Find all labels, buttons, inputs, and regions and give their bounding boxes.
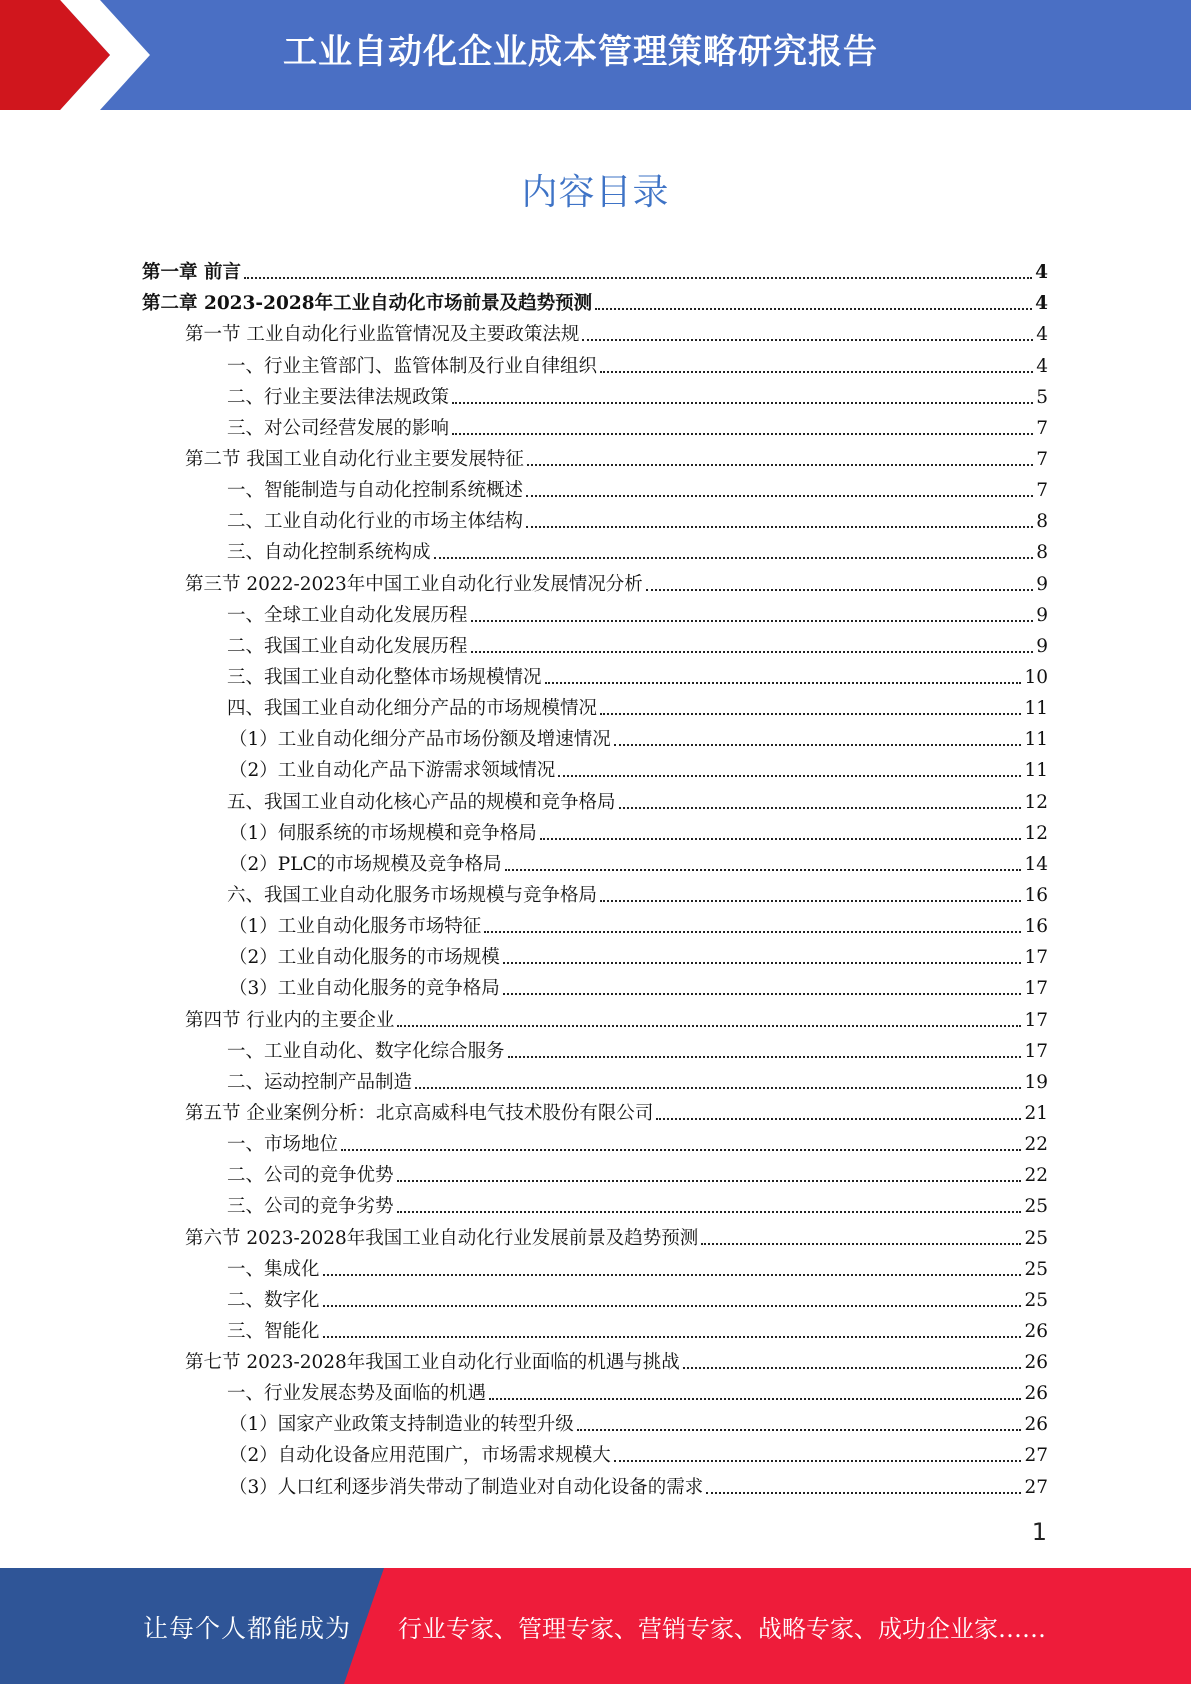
toc-entry-label: 一、行业主管部门、监管体制及行业自律组织 — [227, 355, 598, 377]
toc-entry-page: 17 — [1024, 1040, 1048, 1062]
toc-entry[interactable] — [142, 659, 1048, 690]
toc-entry[interactable] — [142, 1406, 1048, 1437]
toc-dot-leader — [397, 1180, 1022, 1182]
toc-entry-page: 22 — [1024, 1165, 1048, 1187]
toc-dot-leader — [614, 744, 1022, 746]
footer-slogan-left: 让每个人都能成为 — [143, 1614, 352, 1643]
toc-entry[interactable] — [142, 534, 1048, 565]
toc-dot-leader — [489, 1398, 1021, 1400]
toc-entry-label: 一、全球工业自动化发展历程 — [227, 604, 468, 626]
toc-dot-leader — [503, 962, 1022, 964]
toc-entry-label: 二、公司的竞争优势 — [227, 1165, 394, 1187]
toc-dot-leader — [323, 1274, 1022, 1276]
toc-entry-label: （1）国家产业政策支持制造业的转型升级 — [229, 1414, 574, 1436]
toc-entry-label: （2）工业自动化服务的市场规模 — [229, 947, 500, 969]
toc-dot-leader — [341, 1149, 1021, 1151]
toc-dot-leader — [323, 1336, 1022, 1338]
toc-entry-label: 三、公司的竞争劣势 — [227, 1196, 394, 1218]
toc-entry[interactable] — [142, 379, 1048, 410]
toc-entry-page: 22 — [1024, 1134, 1048, 1156]
toc-entry[interactable] — [142, 347, 1048, 378]
toc-entry-label: 二、数字化 — [227, 1289, 320, 1311]
toc-dot-leader — [526, 495, 1033, 497]
toc-entry-label: （1）伺服系统的市场规模和竞争格局 — [229, 822, 537, 844]
toc-entry-label: 三、对公司经营发展的影响 — [227, 417, 450, 439]
toc-entry-page: 26 — [1024, 1383, 1048, 1405]
toc-entry[interactable] — [142, 472, 1048, 503]
toc-entry-page: 12 — [1024, 791, 1048, 813]
toc-dot-leader — [527, 464, 1033, 466]
toc-entry-page: 4 — [1035, 262, 1048, 284]
toc-dot-leader — [540, 838, 1022, 840]
toc-entry-page: 7 — [1036, 417, 1048, 439]
toc-entry-page: 9 — [1036, 573, 1048, 595]
toc-dot-leader — [595, 308, 1032, 310]
footer-slogan-right: 行业专家、管理专家、营销专家、战略专家、成功企业家…… — [398, 1615, 1046, 1643]
toc-entry-label: 二、工业自动化行业的市场主体结构 — [227, 511, 524, 533]
toc-entry-label: 三、自动化控制系统构成 — [227, 542, 431, 564]
toc-entry-page: 17 — [1024, 947, 1048, 969]
toc-entry-page: 7 — [1036, 480, 1048, 502]
toc-dot-leader — [434, 557, 1034, 559]
toc-dot-leader — [646, 589, 1033, 591]
page-number: 1 — [1031, 1518, 1047, 1546]
toc-entry[interactable] — [142, 783, 1048, 814]
toc-entry-label: （2）工业自动化产品下游需求领域情况 — [229, 760, 556, 782]
toc-entry-page: 27 — [1024, 1445, 1048, 1467]
toc-dot-leader — [323, 1305, 1022, 1307]
toc-entry-label: 二、我国工业自动化发展历程 — [227, 635, 468, 657]
toc-entry[interactable] — [142, 690, 1048, 721]
toc-entry-page: 16 — [1024, 884, 1048, 906]
toc-entry-page: 8 — [1036, 542, 1048, 564]
toc-dot-leader — [397, 1025, 1021, 1027]
report-title: 工业自动化企业成本管理策略研究报告 — [283, 32, 878, 72]
toc-entry-page: 12 — [1024, 822, 1048, 844]
toc-entry-page: 4 — [1036, 355, 1048, 377]
toc-dot-leader — [614, 1460, 1022, 1462]
toc-entry-label: 一、工业自动化、数字化综合服务 — [227, 1040, 505, 1062]
toc-entry-label: 第七节 2023-2028年我国工业自动化行业面临的机遇与挑战 — [185, 1352, 680, 1374]
toc-dot-leader — [558, 775, 1021, 777]
toc-entry[interactable] — [142, 316, 1048, 347]
toc-entry-page: 17 — [1024, 978, 1048, 1000]
toc-entry-label: 第二节 我国工业自动化行业主要发展特征 — [185, 448, 524, 470]
toc-entry[interactable] — [142, 628, 1048, 659]
toc-entry-page: 27 — [1024, 1476, 1048, 1498]
toc-dot-leader — [452, 433, 1033, 435]
toc-entry-page: 11 — [1024, 698, 1048, 720]
toc-dot-leader — [397, 1211, 1022, 1213]
toc-dot-leader — [545, 682, 1022, 684]
toc-entry-page: 9 — [1036, 604, 1048, 626]
toc-dot-leader — [701, 1243, 1021, 1245]
toc-entry[interactable] — [142, 597, 1048, 628]
toc-entry-page: 26 — [1024, 1352, 1048, 1374]
toc-entry[interactable] — [142, 1313, 1048, 1344]
toc-entry-page: 11 — [1024, 760, 1048, 782]
toc-entry-label: 一、行业发展态势及面临的机遇 — [227, 1383, 487, 1405]
toc-entry[interactable] — [142, 565, 1048, 596]
toc-dot-leader — [600, 371, 1033, 373]
toc-entry-page: 16 — [1024, 916, 1048, 938]
toc-entry[interactable] — [142, 1188, 1048, 1219]
toc-entry-page: 25 — [1024, 1196, 1048, 1218]
header-banner — [0, 0, 1191, 110]
toc-entry-page: 17 — [1024, 1009, 1048, 1031]
toc-dot-leader — [582, 339, 1033, 341]
toc-entry[interactable] — [142, 1282, 1048, 1313]
toc-entry-label: 第四节 行业内的主要企业 — [185, 1009, 395, 1031]
toc-heading: 内容目录 — [521, 172, 670, 213]
table-of-contents — [142, 254, 1048, 1500]
toc-entry-label: 二、行业主要法律法规政策 — [227, 386, 450, 408]
toc-dot-leader — [526, 526, 1033, 528]
toc-entry-label: 第一节 工业自动化行业监管情况及主要政策法规 — [185, 324, 580, 346]
toc-dot-leader — [505, 869, 1022, 871]
toc-entry[interactable] — [142, 1033, 1048, 1064]
toc-dot-leader — [683, 1367, 1022, 1369]
toc-entry[interactable] — [142, 721, 1048, 752]
toc-entry[interactable] — [142, 503, 1048, 534]
toc-dot-leader — [600, 713, 1021, 715]
toc-entry[interactable] — [142, 1375, 1048, 1406]
toc-entry-label: 第五节 企业案例分析：北京高威科电气技术股份有限公司 — [185, 1102, 654, 1124]
toc-entry[interactable] — [142, 846, 1048, 877]
footer-banner — [0, 1568, 1191, 1684]
toc-entry-page: 26 — [1024, 1414, 1048, 1436]
toc-entry[interactable] — [142, 939, 1048, 970]
toc-entry[interactable] — [142, 1095, 1048, 1126]
toc-dot-leader — [471, 651, 1034, 653]
toc-entry-label: 六、我国工业自动化服务市场规模与竞争格局 — [227, 884, 598, 906]
toc-entry[interactable] — [142, 877, 1048, 908]
toc-entry-label: （2）PLC的市场规模及竞争格局 — [229, 853, 502, 875]
toc-entry-label: 三、我国工业自动化整体市场规模情况 — [227, 666, 542, 688]
toc-entry-page: 9 — [1036, 635, 1048, 657]
toc-entry-page: 5 — [1036, 386, 1048, 408]
toc-entry[interactable] — [142, 254, 1048, 285]
toc-entry-page: 4 — [1036, 324, 1048, 346]
toc-dot-leader — [656, 1118, 1021, 1120]
toc-entry[interactable] — [142, 285, 1048, 316]
toc-entry[interactable] — [142, 1001, 1048, 1032]
toc-dot-leader — [484, 931, 1021, 933]
toc-entry-label: 一、智能制造与自动化控制系统概述 — [227, 480, 524, 502]
toc-dot-leader — [471, 620, 1034, 622]
toc-entry-page: 8 — [1036, 511, 1048, 533]
toc-entry-page: 10 — [1024, 666, 1048, 688]
toc-entry-page: 25 — [1024, 1258, 1048, 1280]
toc-entry-label: （1）工业自动化细分产品市场份额及增速情况 — [229, 729, 611, 751]
toc-entry[interactable] — [142, 441, 1048, 472]
toc-entry[interactable] — [142, 410, 1048, 441]
toc-entry[interactable] — [142, 1344, 1048, 1375]
toc-entry-label: 二、运动控制产品制造 — [227, 1071, 413, 1093]
toc-dot-leader — [452, 402, 1033, 404]
toc-entry-label: 三、智能化 — [227, 1320, 320, 1342]
toc-entry-page: 19 — [1024, 1071, 1048, 1093]
toc-entry-label: （3）工业自动化服务的竞争格局 — [229, 978, 500, 1000]
toc-entry-label: 第二章 2023-2028年工业自动化市场前景及趋势预测 — [142, 293, 593, 315]
toc-entry[interactable] — [142, 1126, 1048, 1157]
toc-entry-page: 11 — [1024, 729, 1048, 751]
toc-dot-leader — [706, 1492, 1021, 1494]
toc-entry-label: 第一章 前言 — [142, 262, 241, 284]
toc-entry[interactable] — [142, 815, 1048, 846]
toc-entry[interactable] — [142, 970, 1048, 1001]
toc-entry[interactable] — [142, 1251, 1048, 1282]
toc-dot-leader — [415, 1087, 1021, 1089]
toc-entry[interactable] — [142, 1437, 1048, 1468]
toc-entry[interactable] — [142, 752, 1048, 783]
toc-entry-page: 21 — [1024, 1102, 1048, 1124]
toc-entry[interactable] — [142, 908, 1048, 939]
toc-dot-leader — [244, 277, 1032, 279]
toc-entry[interactable] — [142, 1468, 1048, 1499]
toc-entry-label: （1）工业自动化服务市场特征 — [229, 916, 482, 938]
toc-dot-leader — [503, 993, 1022, 995]
toc-entry-label: 第三节 2022-2023年中国工业自动化行业发展情况分析 — [185, 573, 643, 595]
toc-dot-leader — [577, 1429, 1022, 1431]
toc-dot-leader — [619, 807, 1022, 809]
toc-dot-leader — [600, 900, 1021, 902]
toc-entry[interactable] — [142, 1157, 1048, 1188]
toc-entry-page: 4 — [1035, 293, 1048, 315]
toc-entry[interactable] — [142, 1064, 1048, 1095]
toc-entry-label: 一、集成化 — [227, 1258, 320, 1280]
toc-entry-page: 26 — [1024, 1320, 1048, 1342]
toc-entry-page: 25 — [1024, 1227, 1048, 1249]
toc-dot-leader — [508, 1056, 1022, 1058]
header-chevron-graphic — [0, 0, 160, 110]
toc-entry-label: 一、市场地位 — [227, 1134, 339, 1156]
toc-entry-page: 7 — [1036, 448, 1048, 470]
toc-entry-label: （3）人口红利逐步消失带动了制造业对自动化设备的需求 — [229, 1476, 704, 1498]
toc-entry-label: 四、我国工业自动化细分产品的市场规模情况 — [227, 698, 598, 720]
toc-entry-page: 14 — [1024, 853, 1048, 875]
toc-entry-label: 五、我国工业自动化核心产品的规模和竞争格局 — [227, 791, 616, 813]
toc-entry-label: 第六节 2023-2028年我国工业自动化行业发展前景及趋势预测 — [185, 1227, 699, 1249]
toc-entry[interactable] — [142, 1219, 1048, 1250]
toc-entry-page: 25 — [1024, 1289, 1048, 1311]
toc-entry-label: （2）自动化设备应用范围广，市场需求规模大 — [229, 1445, 611, 1467]
